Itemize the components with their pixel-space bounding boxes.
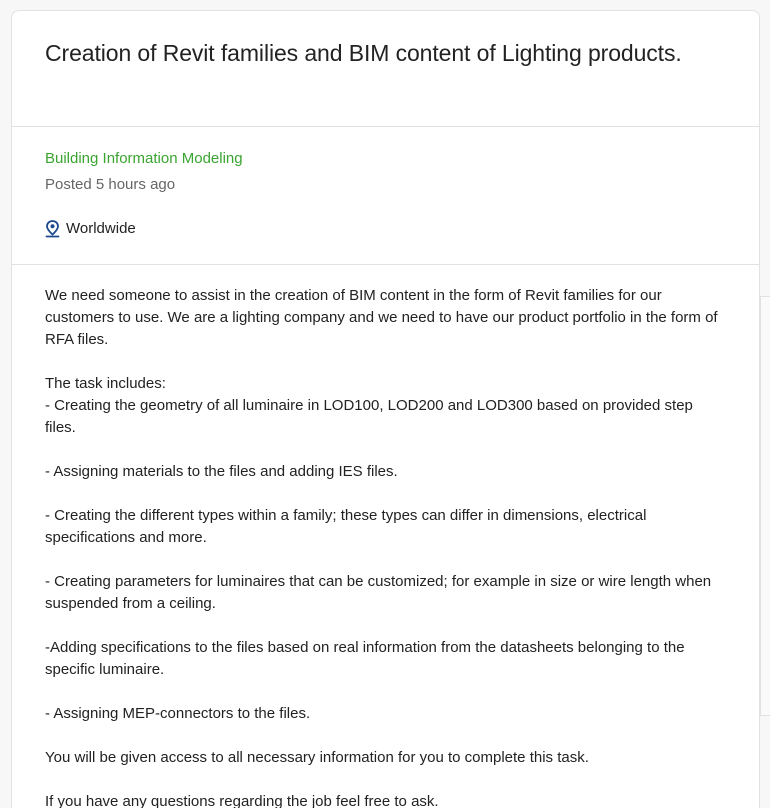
side-panel-edge [760,296,770,716]
description-paragraph: - Creating parameters for luminaires that can be customized; for example in size or wire length when suspended from a ceiling. [45,573,716,612]
job-detail-card [11,10,760,808]
description-paragraph: - Assigning MEP-connectors to the files. [45,705,311,722]
description-paragraph: You will be given access to all necessary information for you to complete this task. [45,749,589,766]
description-section [12,265,759,808]
location-pin-icon [45,220,60,238]
description-paragraph: -Adding specifications to the files based on real information from the datasheets belonging to the specific luminaire. [45,639,689,678]
job-title: Creation of Revit families and BIM content of Lighting products. [45,40,682,66]
posted-time: Posted 5 hours ago [45,176,176,193]
job-location [45,218,726,240]
title-section [12,11,759,127]
description-paragraph: If you have any questions regarding the job feel free to ask. [45,793,439,808]
description-paragraph: We need someone to assist in the creation of BIM content in the form of Revit families for our customers to use. We are a lighting company and we need to have our product portfolio in the form of RFA files. [45,287,722,348]
description-paragraph: The task includes: - Creating the geometry of all luminaire in LOD100, LOD200 and LOD300 based on provided step files. [45,375,693,436]
description-paragraph: - Creating the different types within a family; these types can differ in dimensions, electrical specifications and more. [45,507,651,546]
description-paragraph: - Assigning materials to the files and adding IES files. [45,463,398,480]
location-label: Worldwide [66,220,136,237]
meta-section [12,127,759,265]
job-category-link[interactable]: Building Information Modeling [45,150,243,167]
